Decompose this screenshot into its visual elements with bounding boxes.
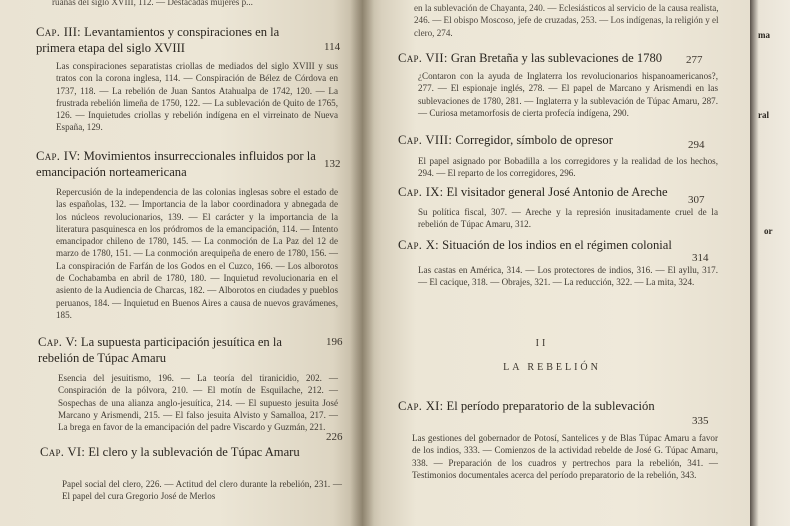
chapter-5-label: Cap. V: [38, 335, 78, 349]
chapter-6-label: Cap. VI: [40, 445, 86, 459]
chapter-10-label: Cap. X: [398, 238, 439, 252]
chapter-9-page: 307 [688, 194, 705, 206]
right-top-fragment: en la sublevación de Chayanta, 240. — Eclesiásticos al servicio de la causa realista, 246. — El obispo Moscoso, jefe de cruzadas, 253. — Los indígenas, la religión y el clero, 274. [414, 3, 719, 38]
chapter-9-summary: Su política fiscal, 307. — Areche y la represión inusitadamente cruel de la rebelión de Túpac Amaru, 312. [418, 207, 718, 230]
chapter-11-summary: Las gestiones del gobernador de Potosí, Santelices y de Blas Túpac Amaru a favor de los indios, 333. — Comienzos de la actividad rebelde de José G. Túpac Amaru, 338. — Preparación de los cuadros y pertrechos para la rebelión, 341. — Testimonios documentales acerca del período preparatorio de la rebelión, 343. [412, 433, 718, 480]
part-number: II [535, 338, 549, 349]
chapter-3-heading [36, 24, 306, 56]
chapter-6-heading [40, 444, 320, 460]
chapter-3-title: Levantamientos y conspiraciones en la primera etapa del siglo XVIII [36, 25, 280, 55]
chapter-7-heading [398, 50, 698, 66]
chapter-5-page: 196 [326, 336, 343, 348]
chapter-3-page: 114 [324, 41, 341, 53]
chapter-8-title: Corregidor, símbolo de opresor [455, 133, 613, 147]
chapter-6-summary: Papel social del clero, 226. — Actitud del clero durante la rebelión, 231. — El papel del cura Gregorio José de Merlos [62, 479, 342, 502]
chapter-11-page: 335 [692, 415, 709, 427]
chapter-8-page: 294 [688, 139, 705, 151]
chapter-10-title: Situación de los indios en el régimen colonial [442, 238, 672, 252]
chapter-6-title: El clero y la sublevación de Túpac Amaru [88, 445, 300, 459]
chapter-11-title: El período preparatorio de la sublevación [446, 399, 655, 413]
chapter-5-summary: Esencia del jesuitismo, 196. — La teoría del tiranicidio, 202. — Conspiración de la pólvora, 210. — El motín de Esquilache, 212. — Sospechas de una alianza anglo-jesuítica, 214. — El supuesto jesuita José Marcano y Arismendi, 215. — El falso jesuita Alvisto y Samalloa, 217. — La brega en favor de la emancipación del padre Viscardo y Guzmán, 221. [58, 373, 338, 433]
left-page [0, 0, 362, 526]
book-gutter-shadow [350, 0, 374, 526]
chapter-10-heading [398, 237, 698, 253]
chapter-7-title: Gran Bretaña y las sublevaciones de 1780 [450, 51, 663, 65]
chapter-4-page: 132 [324, 158, 341, 170]
chapter-9-title: El visitador general José Antonio de Areche [446, 185, 668, 199]
chapter-5-heading [38, 334, 316, 366]
chapter-3-summary: Las conspiraciones separatistas criollas de mediados del siglo XVIII y sus tratos con la corona inglesa, 114. — Conspiración de Bélez de Córdova en 1737, 118. — La rebelión de Juan Santos Atahualpa de 1742, 120. — La frustrada rebelión limeña de 1750, 122. — La sublevación de Quito de 1765, 126. — Inquietudes criollas y rebelión indígena en el virreinato de Nueva España, 129. [56, 61, 338, 133]
chapter-5-title: La supuesta participación jesuítica en la rebelión de Túpac Amaru [38, 335, 282, 365]
chapter-4-label: Cap. IV: [36, 149, 81, 163]
chapter-11-heading [398, 398, 698, 414]
chapter-9-heading [398, 184, 698, 200]
chapter-7-label: Cap. VII: [398, 51, 448, 65]
chapter-4-summary: Repercusión de la independencia de las colonias inglesas sobre el estado de las españolas, 132. — Importancia de la labor coordinadora y abnegada de los núcleos revolucionarios, 139. — El carácter y la importancia de la literatura pasquinesca en los pródromos de la emancipación, 114. — Intento emancipador chileno de 1780, 145. — La conmoción de La Paz del 12 de marzo de 1780, 151. — La conmoción arequipeña de enero de 1780, 156. — La conspiración de Farfán de los Godos en el Cuzco, 166. — Los alborotos de Cochabamba en abril de 1780, 180. — Inquietud revolucionaria en el asiento de la Audiencia de Charcas, 182. — Alborotos en ciudades y pueblos peruanos, 184. — Inquietud en Buenos Aires a causa de nuevos gravámenes, 185. [56, 187, 338, 320]
part-title: LA REBELIÓN [503, 362, 601, 373]
chapter-11-label: Cap. XI: [398, 399, 444, 413]
chapter-7-summary: ¿Contaron con la ayuda de Inglaterra los revolucionarios hispanoamericanos?, 277. — El espionaje inglés, 278. — El papel de Marcano y Arismendi en las sublevaciones de 1780, 281. — Inglaterra y la sublevación de Túpac Amaru, 287. — Curiosa metamorfosis de cierta profecía indígena, 290. [418, 71, 718, 118]
left-top-fragment: ruanas del siglo XVIII, 112. — Destacadas mujeres p... [52, 0, 253, 7]
strip-word-3: or [764, 226, 773, 236]
right-page [362, 0, 750, 526]
chapter-10-summary: Las castas en América, 314. — Los protectores de indios, 316. — El ayllu, 317. — El cacique, 318. — Obrajes, 321. — La reducción, 322. — La mita, 324. [418, 265, 718, 288]
chapter-4-heading [36, 148, 316, 180]
adjacent-page-strip [750, 0, 790, 526]
chapter-7-page: 277 [686, 54, 703, 66]
chapter-10-page: 314 [692, 252, 709, 264]
chapter-3-label: Cap. III: [36, 25, 81, 39]
chapter-8-summary: El papel asignado por Bobadilla a los corregidores y la realidad de los hechos, 294. — El reparto de los corregidores, 296. [418, 156, 718, 179]
chapter-4-title: Movimientos insurreccionales influidos por la emancipación norteamericana [36, 149, 316, 179]
chapter-6-page: 226 [326, 431, 343, 443]
chapter-8-heading [398, 132, 698, 148]
strip-word-2: ral [758, 110, 769, 120]
chapter-8-label: Cap. VIII: [398, 133, 453, 147]
strip-word-1: ma [758, 30, 770, 40]
chapter-9-label: Cap. IX: [398, 185, 444, 199]
